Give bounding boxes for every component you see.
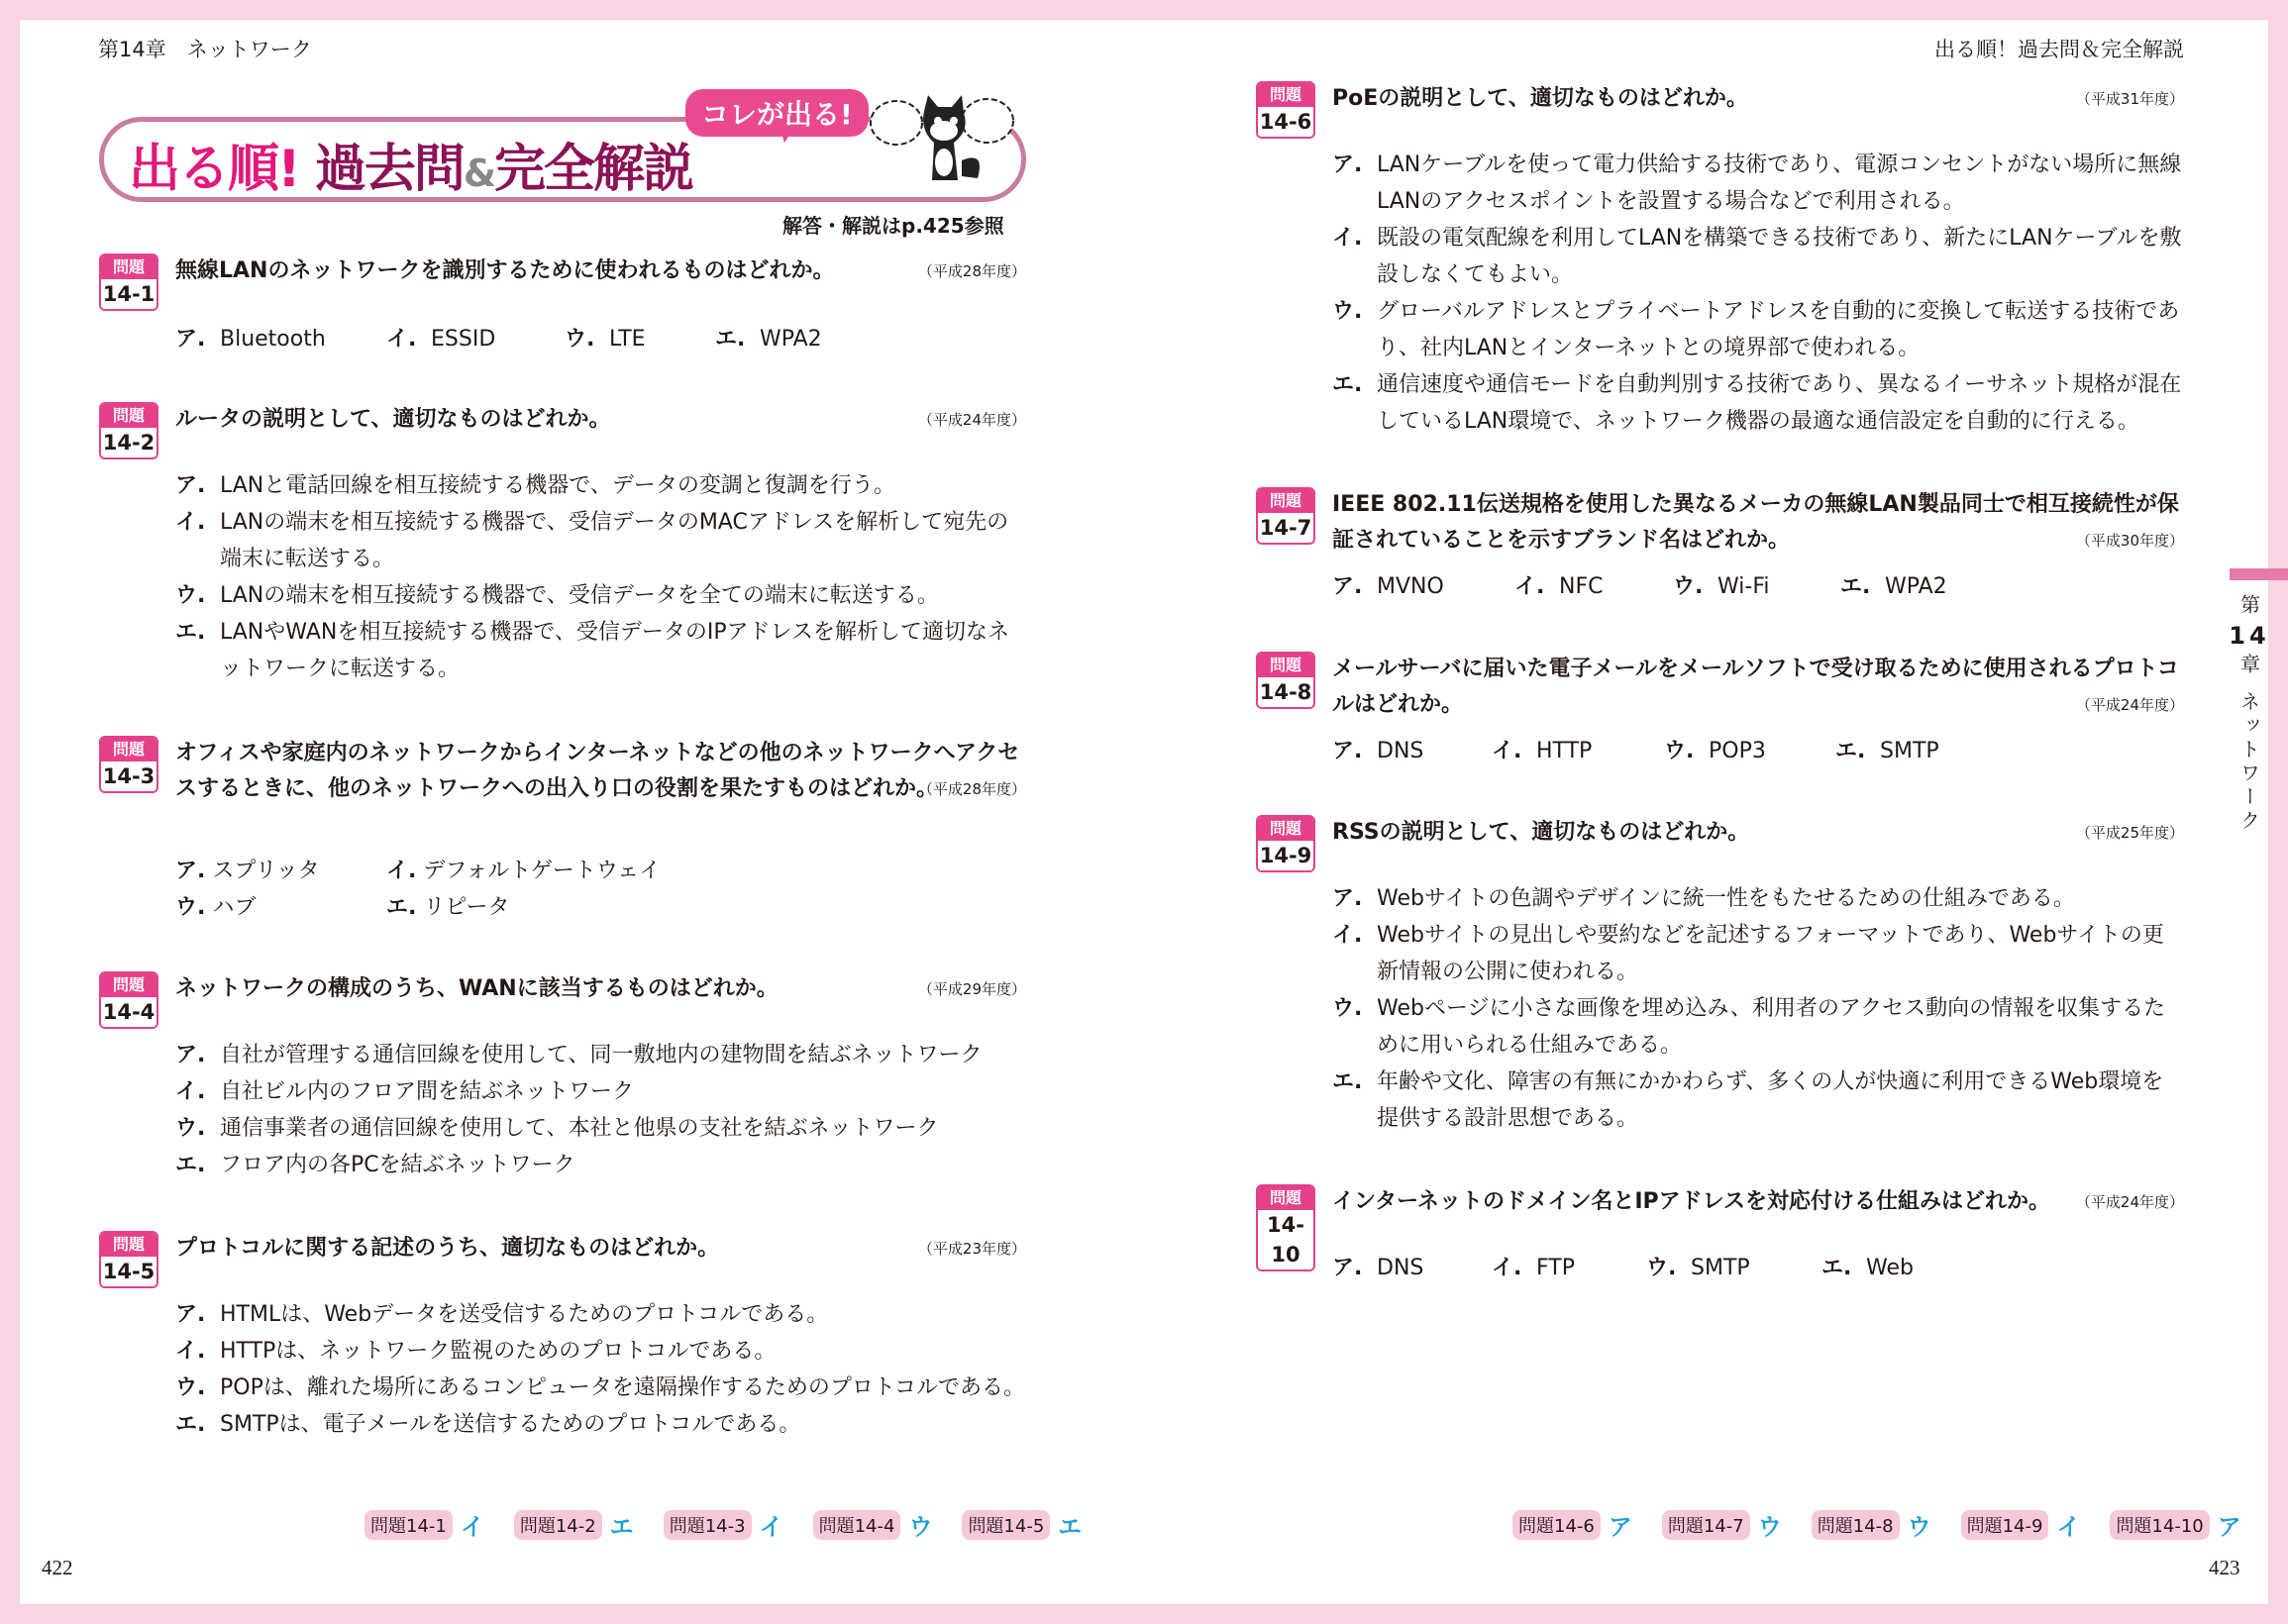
banner-title-amp: & <box>463 152 494 195</box>
page-number-left: 422 <box>42 1556 73 1579</box>
options <box>99 467 1026 687</box>
question-badge: 問題 14-3 <box>99 736 158 793</box>
option-d: エ. リピータ <box>386 895 510 920</box>
question-text: インターネットのドメイン名とIPアドレスを対応付ける仕組みはどれか。 <box>1332 1189 2051 1214</box>
question-year: （平成24年度） <box>917 411 1026 429</box>
chapter-side-tab <box>2230 594 2269 834</box>
question-text: メールサーバに届いた電子メールをメールソフトで受け取るために使用されるプロトコルはどれか。 <box>1332 657 2179 717</box>
answer-question-label: 問題14-8 <box>1812 1510 1900 1540</box>
question-badge: 問題 14-2 <box>99 402 158 459</box>
answer-value: エ <box>609 1513 634 1541</box>
option-a: ア. LANと電話回線を相互接続する機器で、データの変調と復調を行う。 <box>175 473 895 498</box>
options <box>1256 1250 2184 1286</box>
question-text: IEEE 802.11伝送規格を使用した異なるメーカの無線LAN製品同士で相互接続性が保証されていることを示すブランド名はどれか。 <box>1332 492 2179 553</box>
banner-title-part2: 過去問 <box>314 140 464 199</box>
question-text: 無線LANのネットワークを識別するために使われるものはどれか。 <box>175 258 835 283</box>
option-b: イ. 自社ビル内のフロア間を結ぶネットワーク <box>175 1079 635 1104</box>
option-c: ウ. グローバルアドレスとプライベートアドレスを自動的に変換して転送する技術であり、社内LANとインターネットとの境界部で使われる。 <box>1332 299 2180 360</box>
option-a: ア. LANケーブルを使って電力供給する技術であり、電源コンセントがない場所に無線LANのアクセスポイントを設置する場合などで利用される。 <box>1332 152 2182 214</box>
question-14-5 <box>99 1231 1040 1443</box>
answer-question-label: 問題14-9 <box>1961 1510 2049 1540</box>
book-header: 出る順！過去問＆完全解説 <box>1934 38 2184 61</box>
question-year: （平成31年度） <box>2075 90 2184 108</box>
options <box>99 1037 1026 1183</box>
option-d: エ. フロア内の各PCを結ぶネットワーク <box>175 1153 575 1177</box>
option-a: ア. スプリッタ <box>175 859 320 883</box>
options <box>1256 880 2184 1137</box>
question-text: ルータの説明として、適切なものはどれか。 <box>175 407 611 432</box>
banner-title-part1: 出る順! <box>129 140 299 199</box>
option-b: イ. HTTPは、ネットワーク監視のためのプロトコルである。 <box>175 1339 777 1364</box>
answer-question-label: 問題14-6 <box>1512 1510 1601 1540</box>
option-a: ア. Webサイトの色調やデザインに統一性をもたせるための仕組みである。 <box>1332 886 2075 911</box>
answer-key-right <box>1512 1507 2241 1542</box>
option-a: ア. HTMLは、Webデータを送受信するためのプロトコルである。 <box>175 1302 829 1327</box>
option-d: エ. 年齢や文化、障害の有無にかかわらず、多くの人が快適に利用できるWeb環境を提供する設計思想である。 <box>1332 1069 2164 1131</box>
option-c: ウ. Webページに小さな画像を埋め込み、利用者のアクセス動向の情報を収集するために用いられる仕組みである。 <box>1332 996 2166 1058</box>
speech-bubble: コレが出る! <box>685 89 869 137</box>
side-tab-number: 14 <box>2229 622 2270 650</box>
options <box>1256 568 2184 605</box>
side-tab-prefix: 第 <box>2236 594 2261 618</box>
option-d: エ. 通信速度や通信モードを自動判別する技術であり、異なるイーサネット規格が混在しているLAN環境で、ネットワーク機器の最適な通信設定を自動的に行える。 <box>1332 372 2182 434</box>
answer-question-label: 問題14-2 <box>514 1510 602 1540</box>
option-b: イ. 既設の電気配線を利用してLANを構築できる技術であり、新たにLANケーブルを敷設しなくてもよい。 <box>1332 226 2182 287</box>
answer-question-label: 問題14-3 <box>664 1510 752 1540</box>
option-b: イ. HTTP <box>1492 739 1593 763</box>
banner-title <box>129 127 692 201</box>
option-a: ア. DNS <box>1332 739 1424 763</box>
answer-value: ア <box>2217 1513 2241 1541</box>
question-14-9 <box>1256 815 2184 1137</box>
banner-title-part3: 完全解説 <box>493 140 692 199</box>
options <box>1256 733 2184 769</box>
question-text: プロトコルに関する記述のうち、適切なものはどれか。 <box>175 1236 720 1261</box>
answer-question-label: 問題14-4 <box>813 1510 901 1540</box>
option-d: エ. WPA2 <box>715 327 822 352</box>
question-badge: 問題 14-5 <box>99 1231 158 1288</box>
option-c: ウ. LANの端末を相互接続する機器で、受信データを全ての端末に転送する。 <box>175 583 939 608</box>
option-c: ウ. ハブ <box>175 895 257 920</box>
answer-question-label: 問題14-1 <box>364 1510 453 1540</box>
option-b: イ. ESSID <box>386 327 496 352</box>
question-year: （平成28年度） <box>917 780 1026 798</box>
question-14-3 <box>99 736 1026 926</box>
answer-key-left <box>364 1507 1082 1542</box>
option-c: ウ. POPは、離れた場所にあるコンピュータを遠隔操作するためのプロトコルである。 <box>175 1375 1025 1400</box>
question-text: PoEの説明として、適切なものはどれか。 <box>1332 86 1748 111</box>
question-14-4 <box>99 971 1026 1183</box>
question-badge: 問題 14-1 <box>99 254 158 311</box>
option-b: イ. LANの端末を相互接続する機器で、受信データのMACアドレスを解析して宛先の端末に転送する。 <box>175 510 1009 571</box>
option-a: ア. MVNO <box>1332 574 1444 599</box>
page-number-right: 423 <box>2209 1556 2240 1579</box>
answer-value: ウ <box>908 1513 933 1541</box>
question-text: ネットワークの構成のうち、WANに該当するものはどれか。 <box>175 976 779 1001</box>
option-d: エ. SMTPは、電子メールを送信するためのプロトコルである。 <box>175 1412 801 1437</box>
question-year: （平成24年度） <box>2075 1193 2184 1211</box>
option-b: イ. NFC <box>1514 574 1604 599</box>
question-year: （平成24年度） <box>2075 696 2184 714</box>
option-d: エ. WPA2 <box>1840 574 1947 599</box>
option-d: エ. SMTP <box>1835 739 1939 763</box>
question-year: （平成23年度） <box>917 1240 1026 1258</box>
answer-reference-note: 解答・解説はp.425参照 <box>782 214 1004 238</box>
option-c: ウ. SMTP <box>1646 1256 1750 1280</box>
option-c: ウ. POP3 <box>1664 739 1766 763</box>
side-tab-title: ネットワーク <box>2236 691 2261 834</box>
chapter-tab-marker <box>2230 568 2288 580</box>
answer-value: イ <box>759 1513 783 1541</box>
answer-value: イ <box>2056 1513 2081 1541</box>
answer-question-label: 問題14-5 <box>962 1510 1050 1540</box>
question-14-10 <box>1256 1184 2184 1286</box>
option-c: ウ. Wi-Fi <box>1673 574 1770 599</box>
option-a: ア. DNS <box>1332 1256 1424 1280</box>
options <box>99 321 1026 357</box>
answer-value: ア <box>1608 1513 1632 1541</box>
question-badge: 問題 14-7 <box>1256 487 1315 545</box>
question-text: RSSの説明として、適切なものはどれか。 <box>1332 820 1750 845</box>
question-year: （平成28年度） <box>917 262 1026 280</box>
question-text: オフィスや家庭内のネットワークからインターネットなどの他のネットワークへアクセスするときに、他のネットワークへの出入り口の役割を果たすものはどれか。 <box>175 741 1020 801</box>
option-b: イ. FTP <box>1492 1256 1575 1280</box>
answer-value: イ <box>460 1513 484 1541</box>
side-tab-suffix: 章 <box>2236 654 2261 677</box>
question-14-1 <box>99 254 1026 357</box>
answer-question-label: 問題14-10 <box>2110 1510 2209 1540</box>
question-badge: 問題 14-4 <box>99 971 158 1029</box>
question-badge: 問題 14-6 <box>1256 81 1315 139</box>
question-year: （平成25年度） <box>2075 824 2184 842</box>
question-badge: 問題 14-10 <box>1256 1184 1315 1271</box>
options <box>1256 147 2184 440</box>
option-a: ア. Bluetooth <box>175 327 326 352</box>
option-c: ウ. 通信事業者の通信回線を使用して、本社と他県の支社を結ぶネットワーク <box>175 1116 939 1141</box>
question-14-6 <box>1256 81 2184 440</box>
question-14-7 <box>1256 487 2184 605</box>
mascot-icon <box>867 91 1015 194</box>
option-b: イ. デフォルトゲートウェイ <box>386 859 661 883</box>
options <box>99 1296 1040 1443</box>
question-14-2 <box>99 402 1026 687</box>
question-badge: 問題 14-8 <box>1256 652 1315 709</box>
options <box>99 853 1026 926</box>
question-badge: 問題 14-9 <box>1256 815 1315 872</box>
answer-value: ウ <box>1907 1513 1931 1541</box>
answer-value: ウ <box>1757 1513 1782 1541</box>
option-d: エ. LANやWANを相互接続する機器で、受信データのIPアドレスを解析して適切なネットワークに転送する。 <box>175 620 1009 681</box>
chapter-header: 第14章 ネットワーク <box>98 38 312 61</box>
option-c: ウ. LTE <box>565 327 646 352</box>
option-b: イ. Webサイトの見出しや要約などを記述するフォーマットであり、Webサイトの更新情報の公開に使われる。 <box>1332 923 2164 984</box>
question-year: （平成29年度） <box>917 980 1026 998</box>
option-d: エ. Web <box>1821 1256 1914 1280</box>
answer-value: エ <box>1058 1513 1083 1541</box>
question-year: （平成30年度） <box>2075 532 2184 550</box>
question-14-8 <box>1256 652 2184 769</box>
answer-question-label: 問題14-7 <box>1662 1510 1750 1540</box>
option-a: ア. 自社が管理する通信回線を使用して、同一敷地内の建物間を結ぶネットワーク <box>175 1043 983 1067</box>
